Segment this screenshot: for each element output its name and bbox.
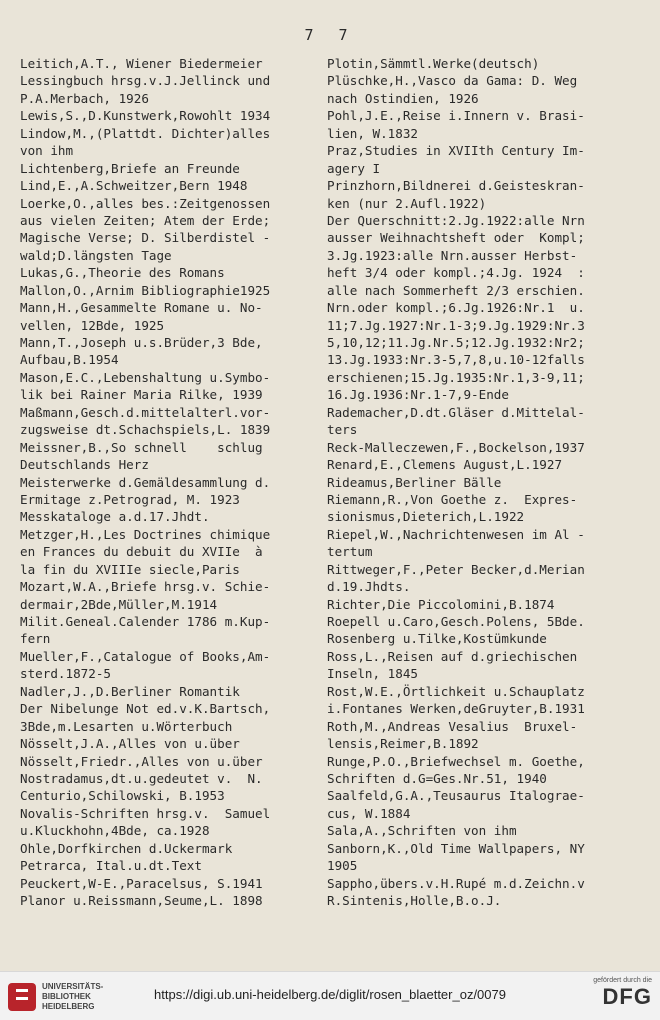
catalog-line: zugsweise dt.Schachspiels,L. 1839 xyxy=(20,422,271,438)
catalog-line: Petrarca, Ital.u.dt.Text xyxy=(20,858,202,874)
left-column xyxy=(20,55,320,909)
catalog-line: Mueller,F.,Catalogue of Books,Am- xyxy=(20,648,271,664)
catalog-line: agery I xyxy=(327,160,381,176)
catalog-line: Messkataloge a.d.17.Jhdt. xyxy=(20,509,210,525)
catalog-line: 13.Jg.1933:Nr.3-5,7,8,u.10-12falls xyxy=(327,352,585,368)
page-url-link[interactable]: https://digi.ub.uni-heidelberg.de/diglit/rosen_blaetter_oz/0079 xyxy=(154,987,506,1002)
catalog-line: Rost,W.E.,Örtlichkeit u.Schauplatz xyxy=(327,683,585,699)
catalog-line: von ihm xyxy=(20,143,74,159)
catalog-line: Sappho,übers.v.H.Rupé m.d.Zeichn.v xyxy=(327,875,585,891)
catalog-line: Magische Verse; D. Silberdistel - xyxy=(20,230,271,246)
catalog-line: Plotin,Sämmtl.Werke(deutsch) xyxy=(327,56,540,71)
catalog-line: Nösselt,J.A.,Alles von u.über xyxy=(20,736,240,752)
catalog-line: Maßmann,Gesch.d.mittelalterl.vor- xyxy=(20,404,271,420)
catalog-line: Saalfeld,G.A.,Teusaurus Italograe- xyxy=(327,788,585,804)
catalog-line: Ross,L.,Reisen auf d.griechischen xyxy=(327,648,578,664)
catalog-line: Milit.Geneal.Calender 1786 m.Kup- xyxy=(20,614,271,629)
catalog-line: sionismus,Dieterich,L.1922 xyxy=(327,509,525,525)
right-column xyxy=(327,55,627,909)
catalog-line: Roepell u.Caro,Gesch.Polens, 5Bde. xyxy=(327,614,585,629)
catalog-line: u.Kluckhohn,4Bde, ca.1928 xyxy=(20,823,210,839)
catalog-line: Der Nibelunge Not ed.v.K.Bartsch, xyxy=(20,701,271,717)
catalog-line: Meisterwerke d.Gemäldesammlung d. xyxy=(20,474,271,490)
catalog-line: Praz,Studies in XVIIth Century Im- xyxy=(327,143,585,159)
catalog-line: Aufbau,B.1954 xyxy=(20,352,119,368)
catalog-line: Nadler,J.,D.Berliner Romantik xyxy=(20,683,240,699)
catalog-line: Meissner,B.,So schnell schlug xyxy=(20,439,263,455)
catalog-line: en Frances du debuit du XVIIe à xyxy=(20,544,263,560)
catalog-line: Nösselt,Friedr.,Alles von u.über xyxy=(20,753,263,769)
catalog-line: Runge,P.O.,Briefwechsel m. Goethe, xyxy=(327,753,585,769)
catalog-line: Ermitage z.Petrograd, M. 1923 xyxy=(20,491,240,507)
catalog-line: 16.Jg.1936:Nr.1-7,9-Ende xyxy=(327,387,509,403)
catalog-line: dermair,2Bde,Müller,M.1914 xyxy=(20,596,218,612)
catalog-line: Nostradamus,dt.u.gedeutet v. N. xyxy=(20,770,263,786)
library-logo-text: UNIVERSITÄTS- BIBLIOTHEK HEIDELBERG xyxy=(42,982,104,1011)
catalog-line: Deutschlands Herz xyxy=(20,457,149,473)
catalog-line: d.19.Jhdts. xyxy=(327,579,411,595)
catalog-line: Loerke,O.,alles bes.:Zeitgenossen xyxy=(20,195,271,211)
catalog-line: lik bei Rainer Maria Rilke, 1939 xyxy=(20,387,263,403)
catalog-line: aus vielen Zeiten; Atem der Erde; xyxy=(20,212,271,228)
catalog-line: Prinzhorn,Bildnerei d.Geisteskran- xyxy=(327,178,585,194)
catalog-line: Rittweger,F.,Peter Becker,d.Merian xyxy=(327,561,585,577)
catalog-line: Rideamus,Berliner Bälle xyxy=(327,474,502,490)
catalog-line: erschienen;15.Jg.1935:Nr.1,3-9,11; xyxy=(327,369,585,385)
catalog-line: Der Querschnitt:2.Jg.1922:alle Nrn xyxy=(327,212,585,228)
catalog-line: 11;7.Jg.1927:Nr.1-3;9.Jg.1929:Nr.3 xyxy=(327,317,585,333)
dfg-logo: DFG xyxy=(602,984,652,1009)
catalog-line: alle nach Sommerheft 2/3 erschien. xyxy=(327,282,585,298)
catalog-line: Mann,H.,Gesammelte Romane u. No- xyxy=(20,300,263,316)
catalog-line: R.Sintenis,Holle,B.o.J. xyxy=(327,893,502,908)
catalog-line: Lewis,S.,D.Kunstwerk,Rowohlt 1934 xyxy=(20,108,271,124)
catalog-line: Novalis-Schriften hrsg.v. Samuel xyxy=(20,805,271,821)
catalog-line: Ohle,Dorfkirchen d.Uckermark xyxy=(20,840,233,856)
catalog-line: 1905 xyxy=(327,858,358,874)
catalog-line: Schriften d.G=Ges.Nr.51, 1940 xyxy=(327,770,547,786)
catalog-line: Metzger,H.,Les Doctrines chimique xyxy=(20,526,271,542)
catalog-line: 3.Jg.1923:alle Nrn.ausser Herbst- xyxy=(327,247,578,263)
catalog-line: Planor u.Reissmann,Seume,L. 1898 xyxy=(20,893,263,908)
catalog-line: Lind,E.,A.Schweitzer,Bern 1948 xyxy=(20,178,248,194)
catalog-line: Plüschke,H.,Vasco da Gama: D. Weg xyxy=(327,73,578,89)
catalog-line: P.A.Merbach, 1926 xyxy=(20,90,149,106)
catalog-line: Nrn.oder kompl.;6.Jg.1926:Nr.1 u. xyxy=(327,300,585,316)
catalog-line: Sala,A.,Schriften von ihm xyxy=(327,823,517,839)
catalog-line: Renard,E.,Clemens August,L.1927 xyxy=(327,457,563,473)
catalog-line: Roth,M.,Andreas Vesalius Bruxel- xyxy=(327,718,578,734)
catalog-line: Mason,E.C.,Lebenshaltung u.Symbo- xyxy=(20,369,271,385)
catalog-line: Leitich,A.T., Wiener Biedermeier xyxy=(20,56,263,71)
catalog-line: Lichtenberg,Briefe an Freunde xyxy=(20,160,240,176)
catalog-line: wald;D.längsten Tage xyxy=(20,247,172,263)
catalog-line: nach Ostindien, 1926 xyxy=(327,90,479,106)
funder-logo[interactable] xyxy=(572,977,652,1017)
catalog-line: Lessingbuch hrsg.v.J.Jellinck und xyxy=(20,73,271,89)
catalog-line: Inseln, 1845 xyxy=(327,666,418,682)
catalog-line: ken (nur 2.Aufl.1922) xyxy=(327,195,487,211)
catalog-line: Riepel,W.,Nachrichtenwesen im Al - xyxy=(327,526,585,542)
catalog-line: Peuckert,W-E.,Paracelsus, S.1941 xyxy=(20,875,263,891)
catalog-line: 3Bde,m.Lesarten u.Wörterbuch xyxy=(20,718,233,734)
catalog-line: la fin du XVIIIe siecle,Paris xyxy=(20,561,240,577)
catalog-line: i.Fontanes Werken,deGruyter,B.1931 xyxy=(327,701,585,717)
catalog-line: tertum xyxy=(327,544,373,560)
catalog-line: Mann,T.,Joseph u.s.Brüder,3 Bde, xyxy=(20,335,263,350)
catalog-line: Lukas,G.,Theorie des Romans xyxy=(20,265,225,281)
catalog-line: Richter,Die Piccolomini,B.1874 xyxy=(327,596,555,612)
catalog-line: 5,10,12;11.Jg.Nr.5;12.Jg.1932:Nr2; xyxy=(327,335,585,350)
catalog-line: Reck-Malleczewen,F.,Bockelson,1937 xyxy=(327,439,585,455)
catalog-line: heft 3/4 oder kompl.;4.Jg. 1924 : xyxy=(327,265,585,281)
catalog-line: ausser Weihnachtsheft oder Kompl; xyxy=(327,230,585,246)
catalog-line: lensis,Reimer,B.1892 xyxy=(327,736,479,752)
catalog-line: ters xyxy=(327,422,358,438)
page-number: 7 7 xyxy=(304,26,356,44)
catalog-line: Sanborn,K.,Old Time Wallpapers, NY xyxy=(327,840,585,856)
catalog-line: Riemann,R.,Von Goethe z. Expres- xyxy=(327,491,578,507)
funder-note: gefördert durch die xyxy=(593,977,652,984)
catalog-line: fern xyxy=(20,631,51,647)
catalog-line: vellen, 12Bde, 1925 xyxy=(20,317,165,333)
catalog-line: Lindow,M.,(Plattdt. Dichter)alles xyxy=(20,125,271,141)
catalog-line: Rosenberg u.Tilke,Kostümkunde xyxy=(327,631,547,647)
catalog-line: Centurio,Schilowski, B.1953 xyxy=(20,788,225,804)
viewer-footer xyxy=(0,971,660,1020)
catalog-line: Mallon,O.,Arnim Bibliographie1925 xyxy=(20,282,271,298)
catalog-line: Rademacher,D.dt.Gläser d.Mittelal- xyxy=(327,404,585,420)
catalog-line: lien, W.1832 xyxy=(327,125,418,141)
catalog-line: Pohl,J.E.,Reise i.Innern v. Brasi- xyxy=(327,108,585,124)
catalog-line: sterd.1872-5 xyxy=(20,666,111,682)
catalog-line: Mozart,W.A.,Briefe hrsg.v. Schie- xyxy=(20,579,271,595)
catalog-line: cus, W.1884 xyxy=(327,805,411,821)
